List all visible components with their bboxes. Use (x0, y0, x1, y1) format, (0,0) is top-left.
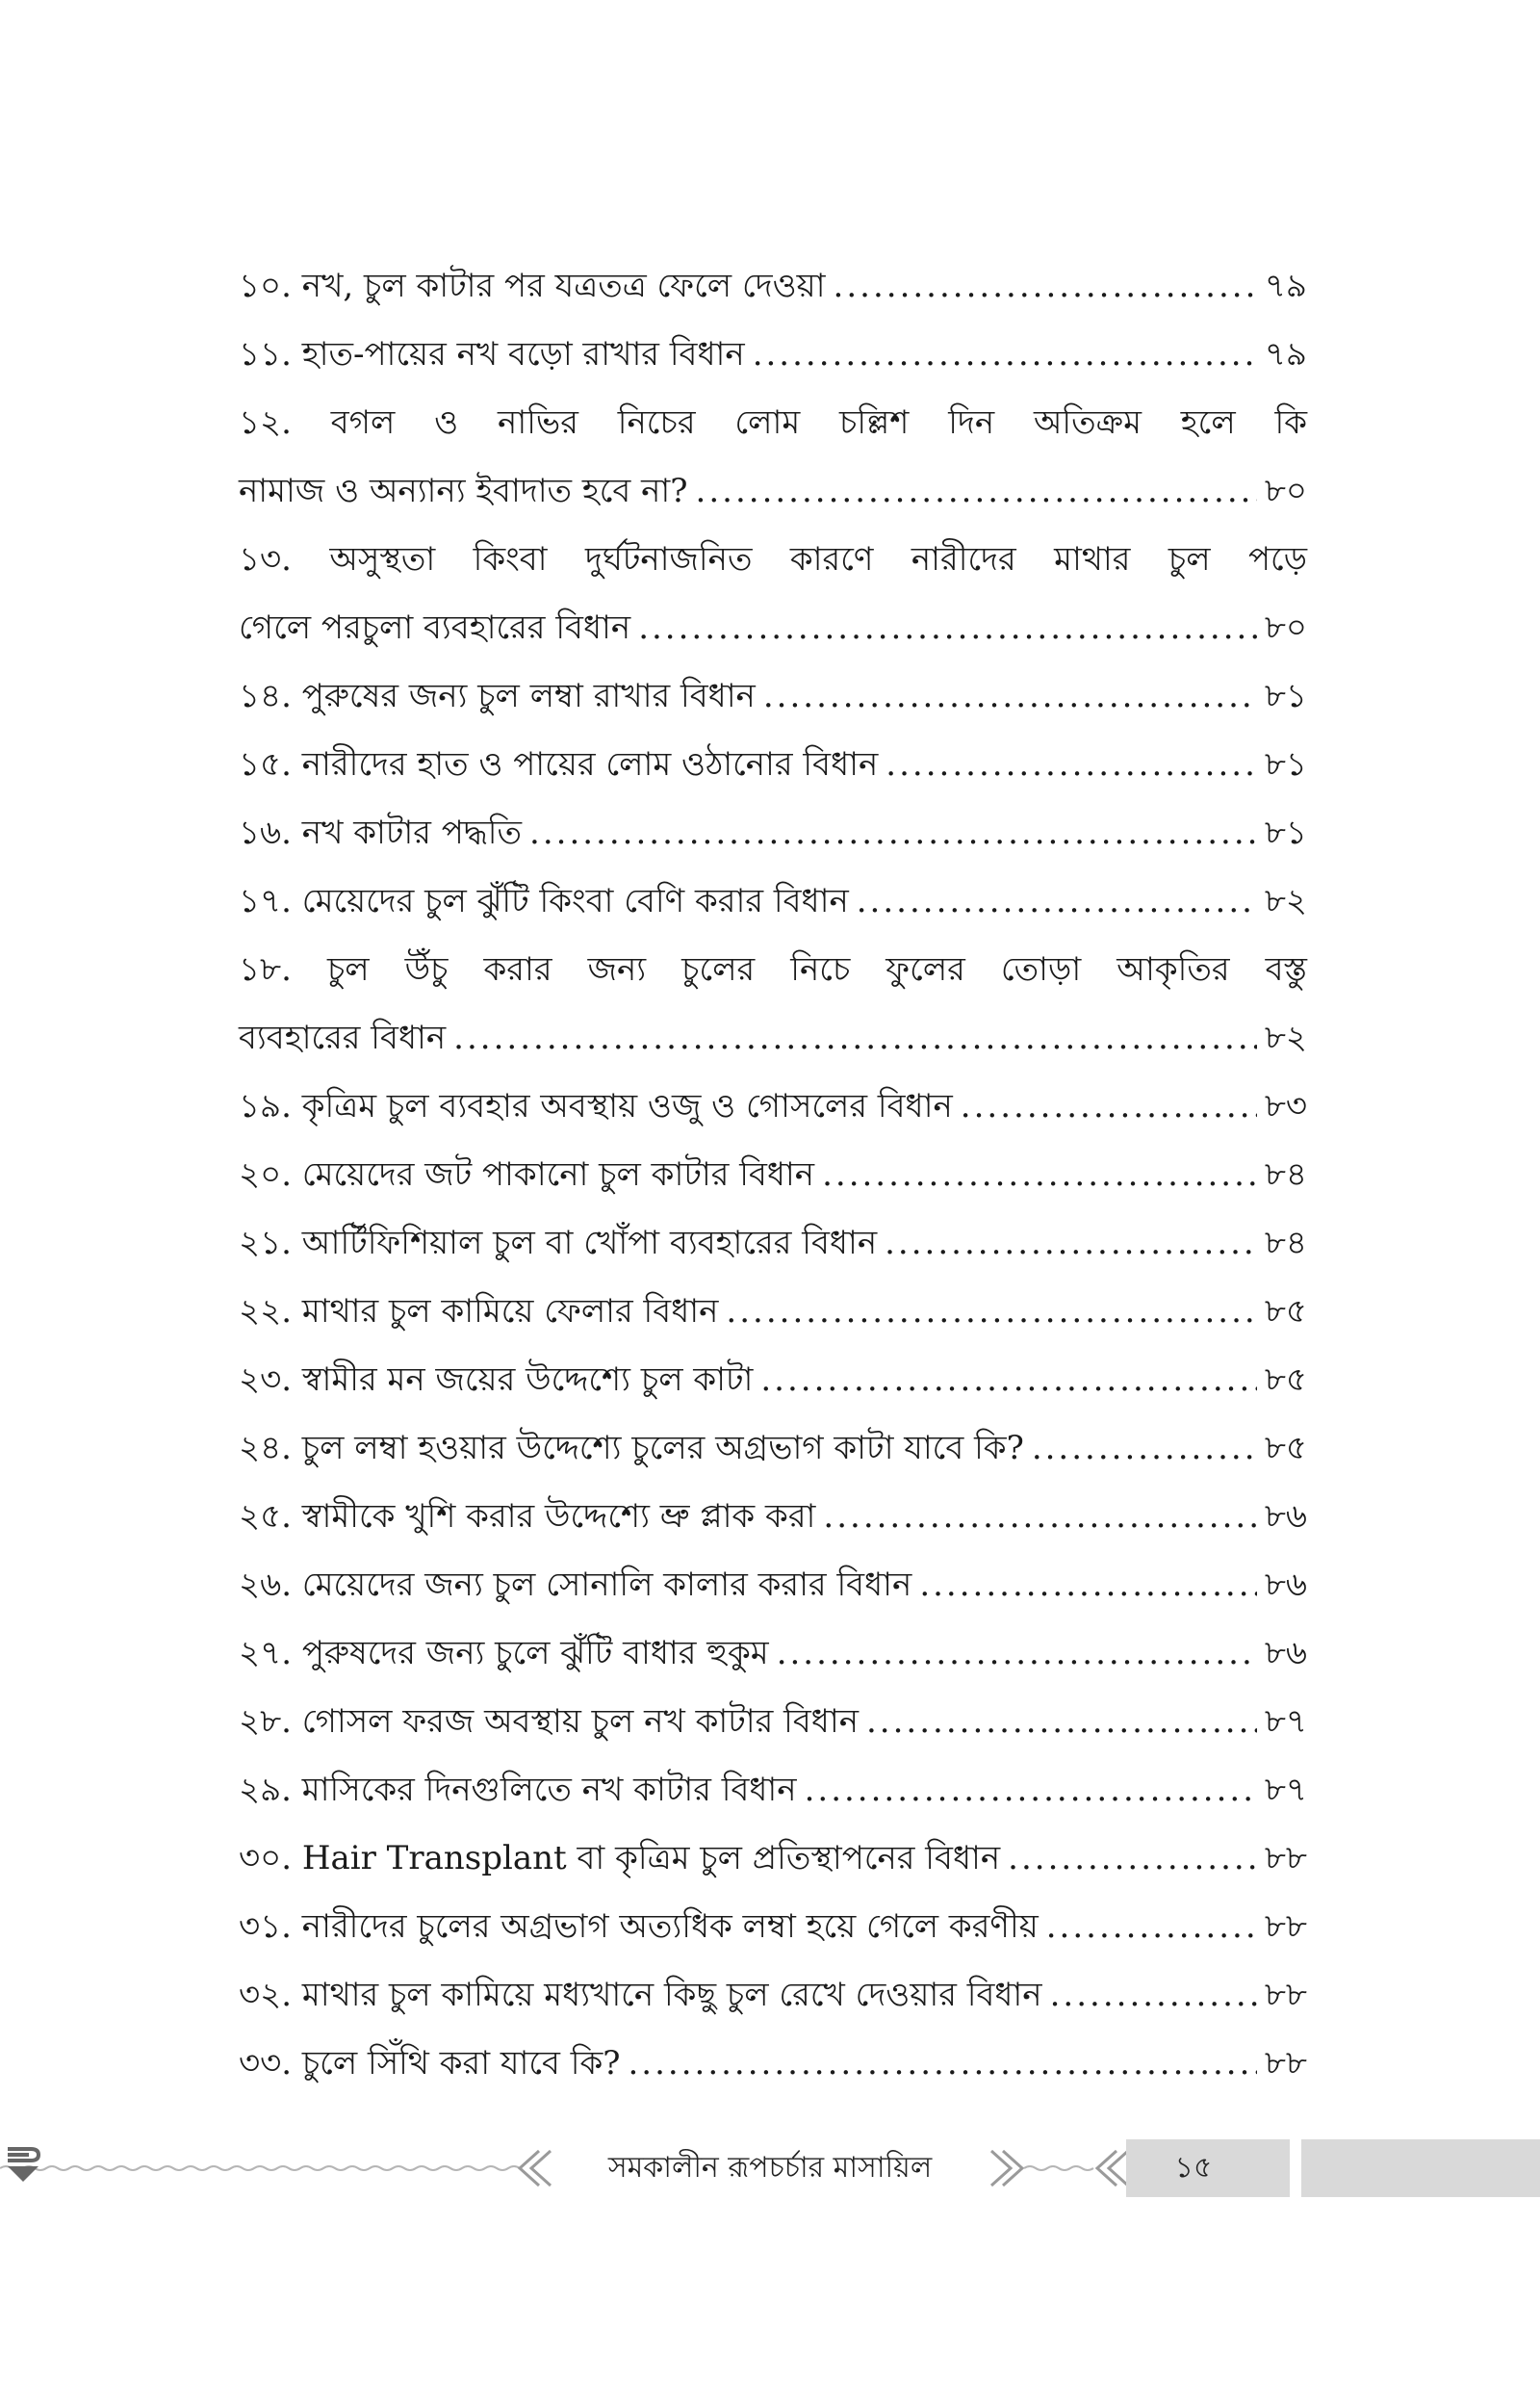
toc-entry-title: ২৮. গোসল ফরজ অবস্থায় চুল নখ কাটার বিধান (239, 1702, 859, 1741)
dot-leader (628, 2030, 1256, 2098)
toc-entry-page: ৮৮ (1264, 1839, 1307, 1877)
table-of-contents (239, 252, 1307, 2098)
toc-entry-row (239, 1414, 1307, 1483)
toc-entry (239, 1893, 1307, 1961)
toc-entry-title: ২৪. চুল লম্বা হওয়ার উদ্দেশ্যে চুলের অগ্রভাগ কাটা যাবে কি? (239, 1429, 1024, 1467)
toc-entry (239, 1073, 1307, 1141)
toc-entry (239, 389, 1307, 526)
toc-entry (239, 1346, 1307, 1414)
toc-entry (239, 1551, 1307, 1619)
toc-entry-title: ২০. মেয়েদের জট পাকানো চুল কাটার বিধান (239, 1155, 815, 1194)
dot-leader (805, 1756, 1257, 1825)
toc-entry-title: ১৫. নারীদের হাত ও পায়ের লোম ওঠানোর বিধান (239, 745, 879, 784)
toc-entry-row (239, 867, 1307, 936)
toc-entry (239, 662, 1307, 731)
toc-entry-page: ৮৬ (1264, 1634, 1307, 1672)
toc-entry-title: ৩১. নারীদের চুলের অগ্রভাগ অত্যধিক লম্বা হয়ে গেলে করণীয় (239, 1907, 1039, 1946)
dot-leader (453, 1004, 1257, 1073)
toc-entry-page: ৮২ (1264, 1019, 1307, 1057)
toc-entry-page: ৮২ (1264, 882, 1307, 920)
toc-entry-page: ৮৭ (1264, 1771, 1307, 1809)
toc-entry-row (239, 2030, 1307, 2098)
toc-entry-page: ৮০ (1264, 472, 1307, 510)
toc-entry-title: ১১. হাত-পায়ের নখ বড়ো রাখার বিধান (239, 335, 745, 374)
toc-entry-title-line: ১২. বগল ও নাভির নিচের লোম চল্লিশ দিন অতিক্রম হলে কি (239, 403, 1307, 442)
dot-leader (823, 1483, 1256, 1551)
toc-entry-title: ৩৩. চুলে সিঁথি করা যাবে কি? (239, 2044, 621, 2083)
toc-entry-row (239, 1141, 1307, 1209)
dot-leader (726, 1278, 1256, 1346)
toc-entry-row (239, 321, 1307, 389)
toc-entry-title: ২৬. মেয়েদের জন্য চুল সোনালি কালার করার বিধান (239, 1566, 912, 1604)
dot-leader (886, 731, 1257, 799)
toc-entry (239, 1141, 1307, 1209)
dot-leader (834, 252, 1257, 321)
toc-entry-title-line: ১৮. চুল উঁচু করার জন্য চুলের নিচে ফুলের তোড়া আকৃতির বস্তু (239, 950, 1307, 989)
toc-entry-page: ৮১ (1264, 814, 1307, 852)
dot-leader (529, 799, 1257, 867)
toc-entry-row (239, 799, 1307, 867)
toc-entry-row (239, 1961, 1307, 2030)
toc-entry (239, 1209, 1307, 1278)
toc-entry-row (239, 594, 1307, 662)
toc-entry-page: ৮৫ (1264, 1292, 1307, 1331)
toc-entry-title: ২২. মাথার চুল কামিয়ে ফেলার বিধান (239, 1292, 719, 1331)
toc-entry-title: ২১. আর্টিফিশিয়াল চুল বা খোঁপা ব্যবহারের বিধান (239, 1224, 878, 1262)
dot-leader (1008, 1825, 1257, 1893)
toc-entry-page: ৮৪ (1264, 1224, 1307, 1262)
dot-leader (763, 662, 1257, 731)
toc-entry-row (239, 1688, 1307, 1756)
toc-entry-page: ৭৯ (1264, 335, 1307, 374)
toc-entry (239, 1825, 1307, 1893)
toc-entry-page: ৮১ (1264, 677, 1307, 715)
toc-entry-row (239, 731, 1307, 799)
toc-entry-title: ২৭. পুরুষদের জন্য চুলে ঝুঁটি বাধার হুকুম (239, 1634, 769, 1672)
toc-entry-page: ৮৭ (1264, 1702, 1307, 1741)
toc-entry-title: ১০. নখ, চুল কাটার পর যত্রতত্র ফেলে দেওয়া (239, 267, 826, 305)
dot-leader (777, 1619, 1257, 1688)
toc-entry-row (239, 1619, 1307, 1688)
toc-entry (239, 1278, 1307, 1346)
toc-entry (239, 1961, 1307, 2030)
toc-entry-row (239, 1551, 1307, 1619)
toc-entry-row (239, 1756, 1307, 1825)
dot-leader (1050, 1961, 1257, 2030)
toc-entry (239, 252, 1307, 321)
menu-arrow-down-icon (0, 2139, 48, 2187)
toc-entry-title: গেলে পরচুলা ব্যবহারের বিধান (239, 608, 631, 647)
toc-entry (239, 1483, 1307, 1551)
toc-entry-page: ৮০ (1264, 608, 1307, 647)
toc-entry-title: ১৪. পুরুষের জন্য চুল লম্বা রাখার বিধান (239, 677, 756, 715)
toc-entry-title: ২৩. স্বামীর মন জয়ের উদ্দেশ্যে চুল কাটা (239, 1360, 754, 1399)
dot-leader (857, 867, 1257, 936)
toc-entry-row (239, 1209, 1307, 1278)
toc-entry-row (239, 1825, 1307, 1893)
dot-leader (885, 1209, 1257, 1278)
book-title: সমকালীন রূপচর্চার মাসায়িল (607, 2151, 933, 2185)
toc-entry-title: ২৯. মাসিকের দিনগুলিতে নখ কাটার বিধান (239, 1771, 797, 1809)
dot-leader (1046, 1893, 1257, 1961)
toc-entry (239, 1756, 1307, 1825)
dot-leader (866, 1688, 1257, 1756)
toc-entry-page: ৮৩ (1264, 1087, 1307, 1126)
toc-entry (239, 526, 1307, 662)
toc-entry-row (239, 1278, 1307, 1346)
dot-leader (696, 457, 1257, 526)
toc-entry-page: ৭৯ (1264, 267, 1307, 305)
toc-entry-page: ৮৫ (1264, 1429, 1307, 1467)
toc-entry-title: ১৬. নখ কাটার পদ্ধতি (239, 814, 523, 852)
dot-leader (919, 1551, 1257, 1619)
toc-entry (239, 867, 1307, 936)
toc-entry-title: নামাজ ও অন্যান্য ইবাদাত হবে না? (239, 472, 688, 510)
toc-entry (239, 936, 1307, 1073)
toc-entry (239, 799, 1307, 867)
toc-entry-page: ৮৮ (1264, 1907, 1307, 1946)
toc-entry-title: ১৭. মেয়েদের চুল ঝুঁটি কিংবা বেণি করার বিধান (239, 882, 849, 920)
toc-entry-row (239, 1004, 1307, 1073)
dot-leader (638, 594, 1257, 662)
toc-entry-title: ২৫. স্বামীকে খুশি করার উদ্দেশ্যে ভ্রু প্লাক করা (239, 1497, 816, 1536)
dot-leader (1032, 1414, 1257, 1483)
toc-entry-row (239, 1346, 1307, 1414)
toc-entry-title: ব্যবহারের বিধান (239, 1019, 447, 1057)
toc-entry (239, 731, 1307, 799)
dot-leader (961, 1073, 1257, 1141)
page-number: ১৫ (1174, 2151, 1213, 2185)
page-footer (0, 2139, 1540, 2197)
toc-entry-title-line: ১৩. অসুস্থতা কিংবা দুর্ঘটনাজনিত কারণে নারীদের মাথার চুল পড়ে (239, 540, 1307, 579)
toc-entry (239, 321, 1307, 389)
toc-entry-row (239, 1893, 1307, 1961)
toc-entry-page: ৮৬ (1264, 1497, 1307, 1536)
toc-entry-title: ১৯. কৃত্রিম চুল ব্যবহার অবস্থায় ওজু ও গোসলের বিধান (239, 1087, 953, 1126)
toc-entry-page: ৮৮ (1264, 1976, 1307, 2014)
toc-entry-row (239, 1073, 1307, 1141)
toc-entry-row (239, 457, 1307, 526)
toc-entry-row (239, 1483, 1307, 1551)
toc-entry-row (239, 662, 1307, 731)
toc-entry-page: ৮৫ (1264, 1360, 1307, 1399)
toc-entry (239, 1414, 1307, 1483)
dot-leader (822, 1141, 1257, 1209)
toc-entry (239, 1619, 1307, 1688)
toc-entry-page: ৮৬ (1264, 1566, 1307, 1604)
toc-entry-page: ৮৮ (1264, 2044, 1307, 2083)
toc-entry-row (239, 252, 1307, 321)
toc-entry (239, 2030, 1307, 2098)
toc-entry-page: ৮১ (1264, 745, 1307, 784)
toc-entry (239, 1688, 1307, 1756)
toc-entry-page: ৮৪ (1264, 1155, 1307, 1194)
toc-entry-title: ৩০. Hair Transplant বা কৃত্রিম চুল প্রতিস্থাপনের বিধান (239, 1839, 1001, 1877)
toc-entry-title: ৩২. মাথার চুল কামিয়ে মধ্যখানে কিছু চুল রেখে দেওয়ার বিধান (239, 1976, 1042, 2014)
dot-leader (753, 321, 1257, 389)
dot-leader (760, 1346, 1257, 1414)
